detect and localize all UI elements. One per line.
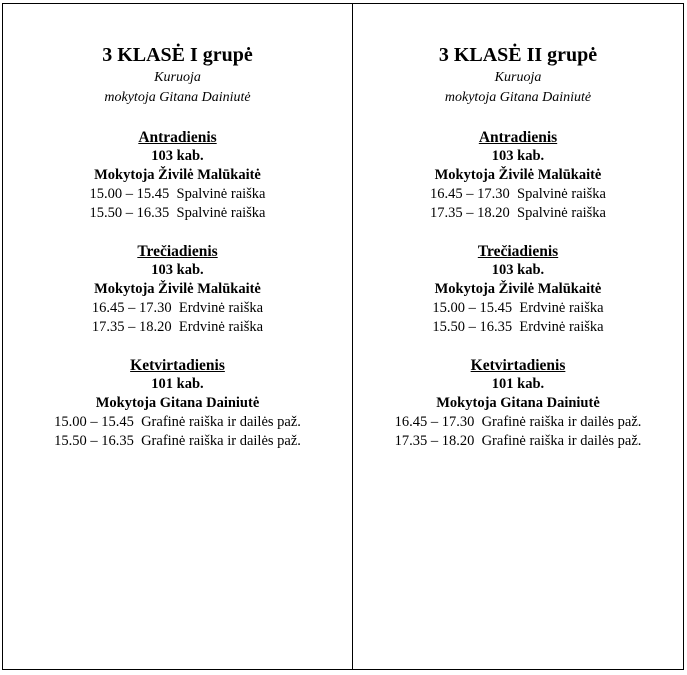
curator-name: mokytoja Gitana Dainiutė — [104, 90, 251, 105]
day-block — [3, 242, 352, 337]
lesson: 17.35 – 18.20 Erdvinė raiška — [91, 319, 264, 335]
day-name: Antradienis — [138, 129, 217, 146]
teacher: Mokytoja Gitana Dainiutė — [95, 395, 260, 411]
day-name: Trečiadienis — [477, 243, 559, 260]
room: 101 kab. — [491, 376, 545, 392]
lesson: 15.50 – 16.35 Spalvinė raiška — [89, 205, 266, 221]
curator-label: Kuruoja — [154, 70, 201, 85]
teacher: Mokytoja Živilė Malūkaitė — [434, 167, 602, 183]
day-name: Ketvirtadienis — [130, 357, 225, 374]
teacher: Mokytoja Živilė Malūkaitė — [94, 281, 261, 297]
teacher: Mokytoja Gitana Dainiutė — [436, 395, 600, 411]
teacher: Mokytoja Živilė Malūkaitė — [434, 281, 602, 297]
lesson: 16.45 – 17.30 Erdvinė raiška — [91, 300, 264, 316]
group-title: 3 KLASĖ II grupė — [438, 44, 598, 66]
lesson: 16.45 – 17.30 Spalvinė raiška — [430, 186, 606, 202]
room: 103 kab. — [491, 262, 545, 278]
lesson: 15.00 – 15.45 Grafinė raiška ir dailės paž. — [54, 414, 301, 430]
lesson: 15.00 – 15.45 Erdvinė raiška — [432, 300, 604, 316]
day-name: Trečiadienis — [137, 243, 218, 260]
day-block — [353, 128, 683, 223]
room: 103 kab. — [491, 148, 545, 164]
day-block — [353, 242, 683, 337]
room: 103 kab. — [151, 262, 204, 278]
days-list — [3, 128, 352, 451]
day-block — [3, 128, 352, 223]
day-block — [3, 356, 352, 451]
room: 103 kab. — [151, 148, 204, 164]
schedule-table — [2, 3, 684, 670]
lesson: 17.35 – 18.20 Grafinė raiška ir dailės paž. — [394, 433, 642, 449]
day-name: Antradienis — [478, 129, 558, 146]
day-name: Ketvirtadienis — [470, 357, 566, 374]
day-block — [353, 356, 683, 451]
lesson: 15.00 – 15.45 Spalvinė raiška — [89, 186, 266, 202]
lesson: 15.50 – 16.35 Erdvinė raiška — [432, 319, 604, 335]
curator-label: Kuruoja — [494, 70, 542, 85]
room: 101 kab. — [151, 376, 204, 392]
group-title: 3 KLASĖ I grupė — [102, 44, 253, 66]
teacher: Mokytoja Živilė Malūkaitė — [94, 167, 261, 183]
days-list — [353, 128, 683, 451]
curator-name: mokytoja Gitana Dainiutė — [444, 90, 592, 105]
lesson: 17.35 – 18.20 Spalvinė raiška — [430, 205, 606, 221]
lesson: 16.45 – 17.30 Grafinė raiška ir dailės paž. — [394, 414, 642, 430]
group-column-2 — [353, 4, 683, 669]
group-column-1 — [3, 4, 353, 669]
lesson: 15.50 – 16.35 Grafinė raiška ir dailės paž. — [54, 433, 301, 449]
